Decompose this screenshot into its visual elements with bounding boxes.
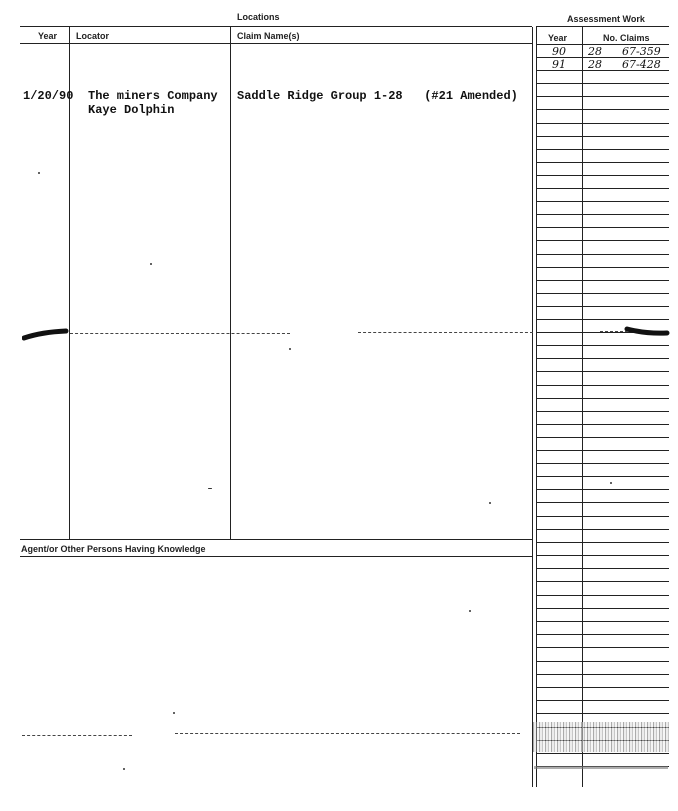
aw-entry-no-claims: 28	[588, 58, 602, 71]
aw-grid-row-line	[536, 463, 669, 464]
aw-grid-row-line	[536, 713, 669, 714]
aw-grid-row-line	[536, 595, 669, 596]
aw-grid-row-line	[536, 542, 669, 543]
aw-grid-row-line	[536, 437, 669, 438]
aw-grid-row-line	[536, 424, 669, 425]
aw-grid-row-line	[536, 188, 669, 189]
binder-mark-left	[22, 328, 70, 342]
fold-line-left	[70, 333, 290, 335]
speck	[123, 768, 125, 770]
speck	[38, 172, 40, 174]
aw-grid-row-line	[536, 83, 669, 84]
column-aw-year: Year	[548, 33, 568, 43]
aw-grid-row-line	[536, 516, 669, 517]
agent-section-top-line	[20, 539, 532, 540]
speck	[208, 488, 212, 489]
aw-grid-row-line	[536, 687, 669, 688]
assessment-work-header: Assessment Work	[567, 14, 645, 24]
aw-grid-row-line	[536, 345, 669, 346]
speck	[150, 263, 152, 265]
aw-grid-row-line	[536, 319, 669, 320]
bottom-fold-line-mid	[175, 733, 520, 735]
aw-grid-row-line	[536, 700, 669, 701]
fold-line-right	[358, 332, 533, 334]
aw-grid-row-line	[536, 450, 669, 451]
speck	[610, 482, 612, 484]
bottom-fold-line-left	[22, 735, 132, 737]
locations-header: Locations	[237, 12, 280, 22]
aw-grid-row-line	[536, 385, 669, 386]
aw-grid-row-line	[536, 96, 669, 97]
agent-section-label: Agent/or Other Persons Having Knowledge	[21, 544, 206, 554]
aw-grid-row-line	[536, 529, 669, 530]
aw-grid-row-line	[536, 109, 669, 110]
aw-grid-row-line	[536, 753, 669, 754]
aw-grid-row-line	[536, 647, 669, 648]
aw-grid-row-line	[536, 411, 669, 412]
aw-grid-row-line	[536, 621, 669, 622]
aw-grid-row-line	[536, 608, 669, 609]
aw-grid-row-line	[536, 162, 669, 163]
aw-grid-row-line	[536, 358, 669, 359]
header-top-line-left	[20, 26, 532, 27]
aw-entry-year: 90	[552, 45, 566, 58]
speck	[289, 348, 291, 350]
aw-grid-row-line	[536, 371, 669, 372]
entry-claim-name: Saddle Ridge Group 1-28 (#21 Amended)	[237, 89, 518, 103]
aw-grid-row-line	[536, 280, 669, 281]
aw-grid-row-line	[536, 306, 669, 307]
aw-grid-row-line	[536, 293, 669, 294]
aw-grid-row-line	[536, 267, 669, 268]
divider-year-locator	[69, 27, 70, 539]
aw-grid-row-line	[536, 201, 669, 202]
aw-grid-row-line	[536, 634, 669, 635]
aw-grid-row-line	[536, 136, 669, 137]
scan-noise-bottom	[534, 766, 668, 769]
agent-section-bottom-line	[20, 556, 532, 557]
aw-grid-row-line	[536, 581, 669, 582]
aw-grid-row-line	[536, 254, 669, 255]
aw-grid-row-line	[536, 476, 669, 477]
aw-grid-row-line	[536, 227, 669, 228]
aw-grid-row-line	[536, 214, 669, 215]
aw-grid-row-line	[536, 661, 669, 662]
aw-grid-row-line	[536, 489, 669, 490]
aw-grid-row-line	[536, 149, 669, 150]
header-bottom-line-left	[20, 43, 532, 44]
aw-entry-ref: 67-359	[622, 45, 661, 58]
aw-grid-row-line	[536, 502, 669, 503]
speck	[173, 712, 175, 714]
aw-grid-row-line	[536, 568, 669, 569]
speck	[469, 610, 471, 612]
aw-grid-row-line	[536, 674, 669, 675]
binder-mark-right	[624, 325, 670, 339]
fold-line-aw	[600, 331, 628, 333]
scan-noise-block	[533, 722, 669, 752]
header-top-line-right	[536, 26, 669, 27]
divider-claim-assessment	[532, 27, 533, 787]
aw-grid-row-line	[536, 398, 669, 399]
divider-locator-claim	[230, 27, 231, 539]
aw-grid-row-line	[536, 555, 669, 556]
speck	[489, 502, 491, 504]
aw-entry-year: 91	[552, 58, 566, 71]
column-aw-no-claims: No. Claims	[603, 33, 650, 43]
entry-locator-line1: The miners Company	[88, 89, 218, 103]
aw-grid-row-line	[536, 240, 669, 241]
column-claim-names: Claim Name(s)	[237, 31, 300, 41]
entry-date: 1/20/90	[23, 89, 74, 103]
column-locator: Locator	[76, 31, 110, 41]
entry-locator-line2: Kaye Dolphin	[88, 103, 175, 117]
aw-grid-row-line	[536, 123, 669, 124]
column-year: Year	[38, 31, 58, 41]
aw-grid-row-line	[536, 175, 669, 176]
aw-entry-no-claims: 28	[588, 45, 602, 58]
aw-entry-ref: 67-428	[622, 58, 661, 71]
